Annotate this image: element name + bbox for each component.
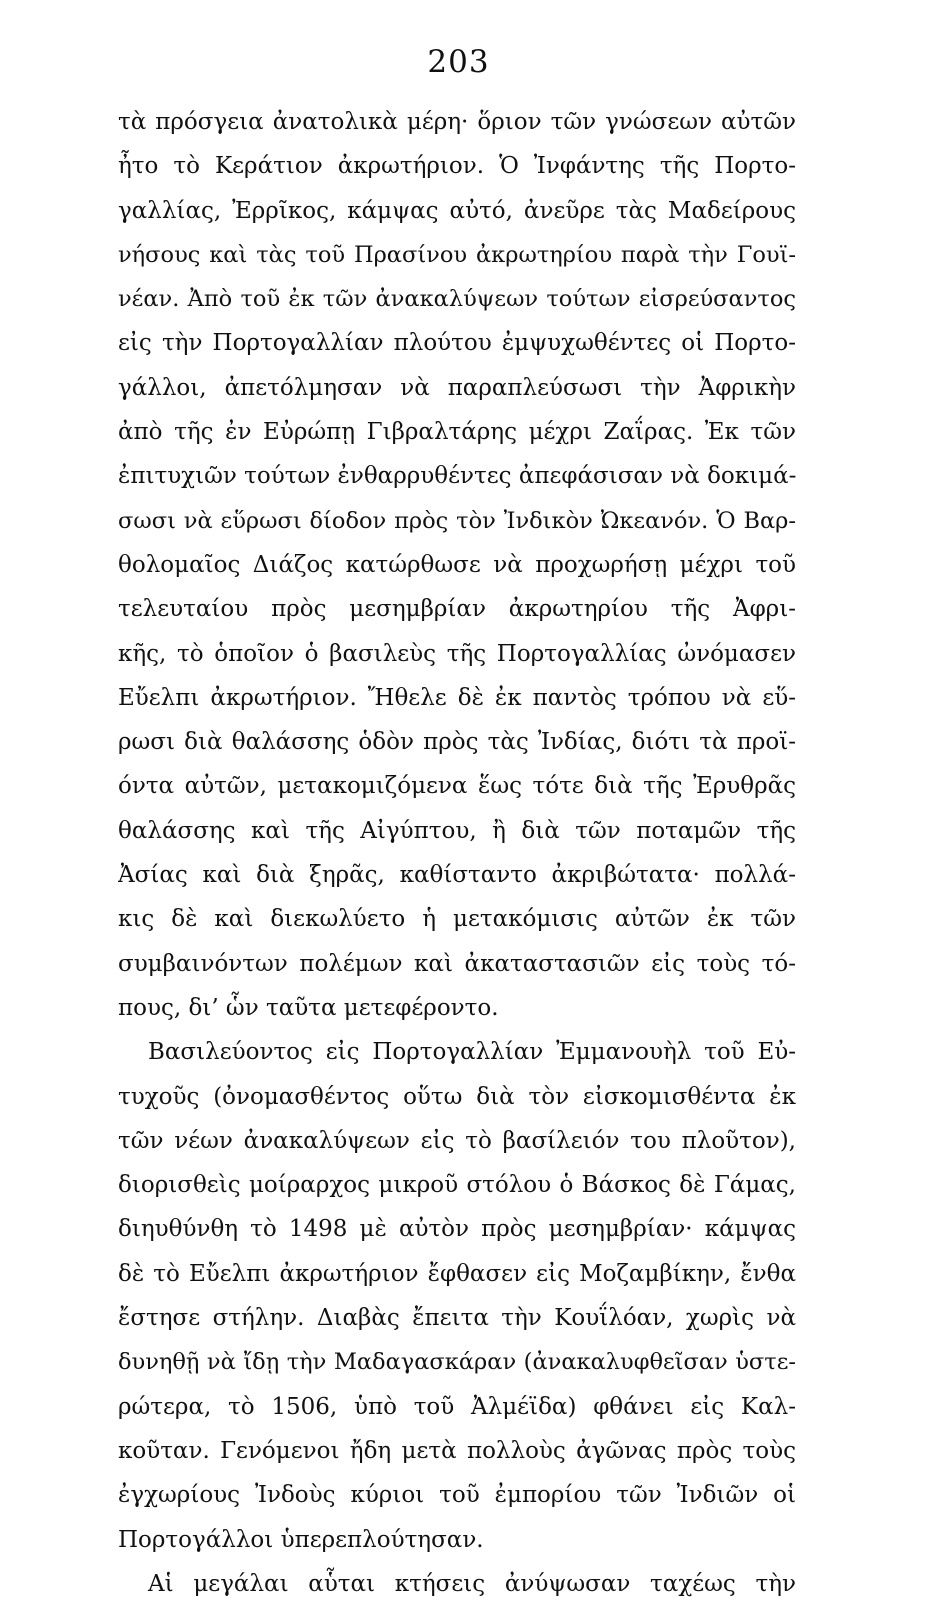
text-line: ἐγχωρίους Ἰνδοὺς κύριοι τοῦ ἐμπορίου τῶν Ἰνδιῶν οἱ	[118, 1482, 796, 1509]
text-line: θαλάσσης καὶ τῆς Αἰγύπτου, ἢ διὰ τῶν ποταμῶν τῆς	[118, 817, 796, 844]
text-line: εἰς τὴν Πορτογαλλίαν πλούτου ἐμψυχωθέντες οἱ Πορτο-	[118, 330, 796, 357]
text-line: διηυθύνθη τὸ 1498 μὲ αὐτὸν πρὸς μεσημβρίαν· κάμψας	[118, 1216, 796, 1243]
text-line: ρώτερα, τὸ 1506, ὑπὸ τοῦ Ἀλμέϊδα) φθάνει εἰς Καλ-	[118, 1393, 796, 1420]
text-line: πους, δι’ ὧν ταῦτα μετεφέροντο.	[118, 994, 499, 1021]
text-line: συμβαινόντων πολέμων καὶ ἀκαταστασιῶν εἰς τοὺς τό-	[118, 950, 796, 977]
text-line: Εὔελπι ἀκρωτήριον. Ἤθελε δὲ ἐκ παντὸς τρόπου νὰ εὕ-	[118, 684, 796, 711]
text-line: γαλλίας, Ἐρρῖκος, κάμψας αὐτό, ἀνεῦρε τὰς Μαδείρους	[118, 197, 796, 224]
text-line: Βασιλεύοντος εἰς Πορτογαλλίαν Ἐμμανουὴλ τοῦ Εὐ-	[148, 1039, 796, 1066]
text-line: κοῦταν. Γενόμενοι ἤδη μετὰ πολλοὺς ἀγῶνας πρὸς τοὺς	[118, 1437, 796, 1464]
text-line: όντα αὐτῶν, μετακομιζόμενα ἕως τότε διὰ τῆς Ἐρυθρᾶς	[118, 773, 796, 800]
text-line: θολομαῖος Διάζος κατώρθωσε νὰ προχωρήσῃ μέχρι τοῦ	[118, 551, 796, 578]
text-line: Πορτογάλλοι ὑπερεπλούτησαν.	[118, 1526, 484, 1553]
text-line: διορισθεὶς μοίραρχος μικροῦ στόλου ὁ Βάσκος δὲ Γάμας,	[118, 1172, 796, 1199]
text-line: κις δὲ καὶ διεκωλύετο ἡ μετακόμισις αὐτῶν ἐκ τῶν	[118, 906, 796, 933]
text-line: νήσους καὶ τὰς τοῦ Πρασίνου ἀκρωτηρίου παρὰ τὴν Γουϊ-	[118, 241, 796, 268]
text-line: τὰ πρόσγεια ἀνατολικὰ μέρη· ὅριον τῶν γνώσεων αὐτῶν	[118, 109, 796, 135]
text-line: τυχοῦς (ὀνομασθέντος οὕτω διὰ τὸν εἰσκομισθέντα ἐκ	[118, 1083, 796, 1110]
text-line: Αἱ μεγάλαι αὗται κτήσεις ἀνύψωσαν ταχέως τὴν	[148, 1570, 796, 1597]
text-line: ἐπιτυχιῶν τούτων ἐνθαρρυθέντες ἀπεφάσισαν νὰ δοκιμά-	[118, 463, 796, 490]
text-line: ἔστησε στήλην. Διαβὰς ἔπειτα τὴν Κουΐλόαν, χωρὶς νὰ	[118, 1305, 796, 1332]
text-line: γάλλοι, ἀπετόλμησαν νὰ παραπλεύσωσι τὴν Ἀφρικὴν	[118, 374, 796, 401]
text-line: νέαν. Ἀπὸ τοῦ ἐκ τῶν ἀνακαλύψεων τούτων εἰσρεύσαντος	[118, 286, 796, 313]
text-line: ρωσι διὰ θαλάσσης ὁδὸν πρὸς τὰς Ἰνδίας, διότι τὰ προϊ-	[118, 729, 796, 756]
text-line: τελευταίου πρὸς μεσημβρίαν ἀκρωτηρίου τῆς Ἀφρι-	[118, 596, 796, 623]
text-line: Ἀσίας καὶ διὰ ξηρᾶς, καθίσταντο ἀκριβώτατα· πολλά-	[118, 862, 796, 889]
text-line: δυνηθῇ νὰ ἴδῃ τὴν Μαδαγασκάραν (ἀνακαλυφθεῖσαν ὑστε-	[118, 1349, 796, 1376]
body-text	[118, 100, 796, 1606]
text-line: κῆς, τὸ ὁποῖον ὁ βασιλεὺς τῆς Πορτογαλλίας ὠνόμασεν	[118, 640, 796, 667]
text-line: σωσι νὰ εὕρωσι δίοδον πρὸς τὸν Ἰνδικὸν Ὠκεανόν. Ὁ Βαρ-	[118, 507, 796, 534]
text-line: τῶν νέων ἀνακαλύψεων εἰς τὸ βασίλειόν του πλοῦτον),	[118, 1127, 796, 1154]
text-line: δὲ τὸ Εὔελπι ἀκρωτήριον ἔφθασεν εἰς Μοζαμβίκην, ἔνθα	[118, 1260, 796, 1287]
text-line: ἀπὸ τῆς ἐν Εὐρώπῃ Γιβραλτάρης μέχρι Ζαΐρας. Ἐκ τῶν	[118, 419, 796, 446]
page-number: 203	[427, 44, 490, 80]
text-line: ἦτο τὸ Κεράτιον ἀκρωτήριον. Ὁ Ἰνφάντης τῆς Πορτο-	[118, 153, 796, 180]
